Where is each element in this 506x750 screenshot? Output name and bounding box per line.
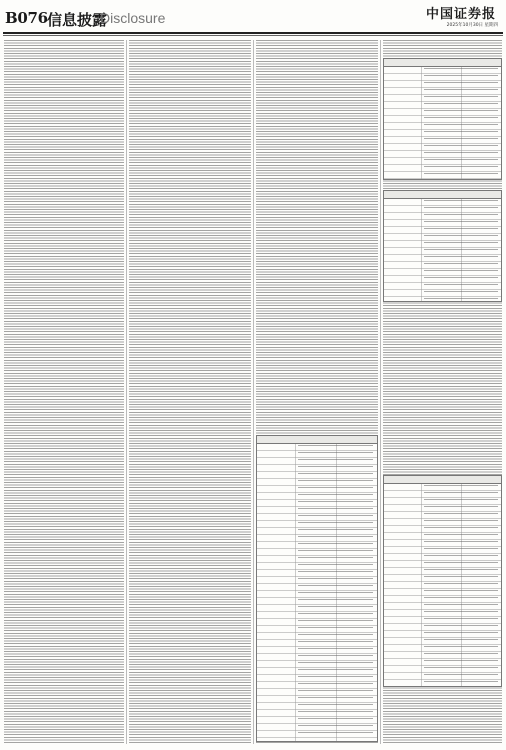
newspaper-logo: 中国证券报 xyxy=(425,7,496,22)
column-divider xyxy=(126,40,127,744)
table-cells xyxy=(424,200,498,299)
financial-table xyxy=(383,58,502,180)
column-divider xyxy=(253,40,254,744)
section-title-en: Disclosure xyxy=(100,10,166,26)
issue-date: 2025年10月30日 星期四 xyxy=(446,23,498,28)
table-cells xyxy=(424,68,498,177)
section-title-cn: 信息披露 xyxy=(47,11,108,29)
masthead-rule-thin xyxy=(3,35,503,36)
table-header xyxy=(257,436,377,444)
column-divider xyxy=(380,40,381,744)
financial-table xyxy=(383,475,502,687)
text-column-4 xyxy=(383,40,502,744)
page-number: B076 xyxy=(5,9,48,27)
masthead-rule-thick xyxy=(3,32,503,34)
table-cells xyxy=(424,485,498,684)
text-column-1 xyxy=(4,40,124,744)
text-column-2 xyxy=(129,40,251,744)
masthead xyxy=(0,0,506,34)
text-column-3 xyxy=(256,40,378,744)
table-header xyxy=(384,191,501,199)
table-header xyxy=(384,476,501,484)
body-text-lines xyxy=(4,40,124,744)
table-header xyxy=(384,59,501,67)
table-cells xyxy=(298,445,374,739)
financial-table xyxy=(383,190,502,302)
body-text-lines xyxy=(129,40,251,744)
financial-table xyxy=(256,435,378,742)
